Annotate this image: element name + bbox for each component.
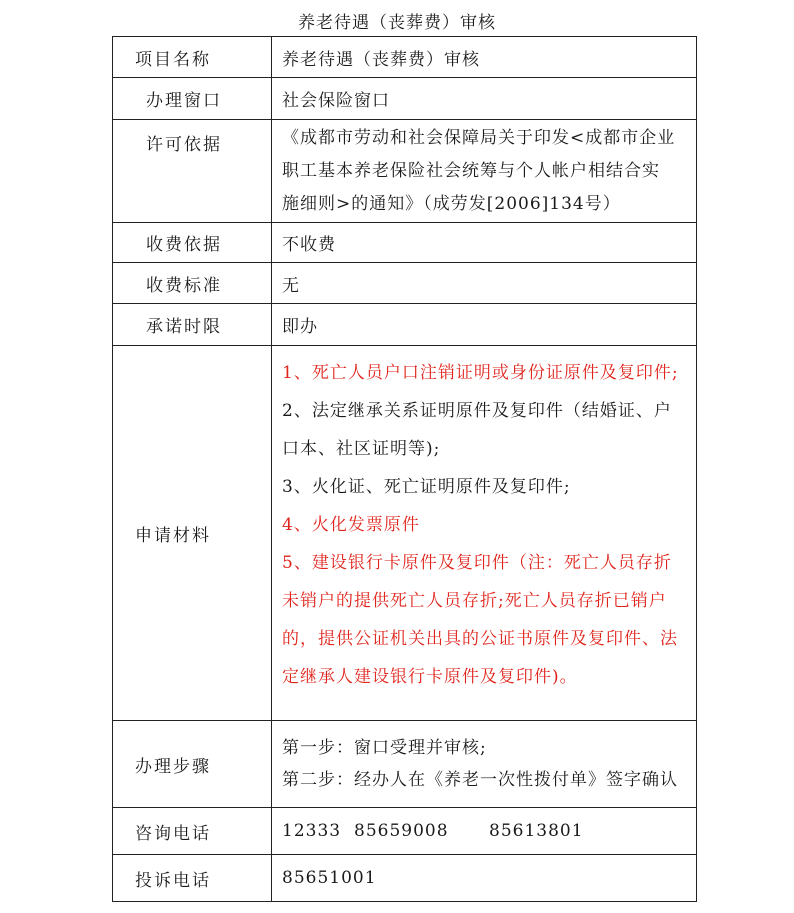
- step-item: 第一步：窗口受理并审核;: [282, 738, 487, 758]
- material-item: 3、火化证、死亡证明原件及复印件;: [282, 477, 571, 497]
- material-item: 2、法定继承关系证明原件及复印件（结婚证、户: [282, 401, 672, 421]
- table-row: [113, 346, 697, 721]
- table-row: [113, 120, 697, 223]
- basis-line: 《成都市劳动和社会保障局关于印发<成都市企业: [282, 127, 676, 148]
- service-info-table: [112, 36, 697, 902]
- complaint-phone-value: 85651001: [272, 855, 697, 902]
- material-item: 未销户的提供死亡人员存折;死亡人员存折已销户: [282, 591, 667, 611]
- basis-line: 职工基本养老保险社会统筹与个人帐户相结合实: [282, 160, 660, 181]
- office-value: 社会保险窗口: [272, 78, 697, 120]
- fee-basis-value: 不收费: [272, 223, 697, 263]
- complaint-phone-label: 投诉电话: [113, 855, 272, 902]
- steps-value: [272, 721, 697, 808]
- office-label: 办理窗口: [113, 78, 272, 120]
- document-title: 养老待遇（丧葬费）审核: [298, 13, 496, 33]
- phone-number: 12333: [282, 821, 342, 841]
- consult-phone-label: 咨询电话: [113, 808, 272, 855]
- material-item: 定继承人建设银行卡原件及复印件)。: [282, 667, 578, 687]
- table-row: [113, 855, 697, 902]
- table-row: [113, 223, 697, 263]
- fee-standard-label: 收费标准: [113, 263, 272, 304]
- fee-standard-value: 无: [272, 263, 697, 304]
- fee-basis-label: 收费依据: [113, 223, 272, 263]
- materials-value: [272, 346, 697, 721]
- material-item: 1、死亡人员户口注销证明或身份证原件及复印件;: [282, 363, 679, 383]
- material-item: 4、火化发票原件: [282, 515, 420, 535]
- material-item: 口本、社区证明等);: [282, 439, 441, 459]
- table-row: [113, 263, 697, 304]
- steps-label: 办理步骤: [113, 721, 272, 808]
- table-row: [113, 808, 697, 855]
- table-row: [113, 721, 697, 808]
- materials-label: 申请材料: [113, 346, 272, 721]
- table-row: [113, 37, 697, 78]
- consult-phone-value: [272, 808, 697, 855]
- project-name-label: 项目名称: [113, 37, 272, 78]
- basis-line: 施细则>的通知》（成劳发[2006]134号）: [282, 193, 621, 214]
- project-name-value: 养老待遇（丧葬费）审核: [272, 37, 697, 78]
- phone-number: 85613801: [489, 821, 584, 841]
- basis-label: 许可依据: [113, 120, 272, 223]
- time-limit-label: 承诺时限: [113, 304, 272, 346]
- step-item: 第二步：经办人在《养老一次性拨付单》签字确认: [282, 770, 678, 790]
- material-item: 5、建设银行卡原件及复印件（注：死亡人员存折: [282, 553, 672, 573]
- phone-number: 85659008: [354, 821, 449, 841]
- time-limit-value: 即办: [272, 304, 697, 346]
- table-row: [113, 304, 697, 346]
- table-row: [113, 78, 697, 120]
- basis-value: [272, 120, 697, 223]
- material-item: 的，提供公证机关出具的公证书原件及复印件、法: [282, 629, 678, 649]
